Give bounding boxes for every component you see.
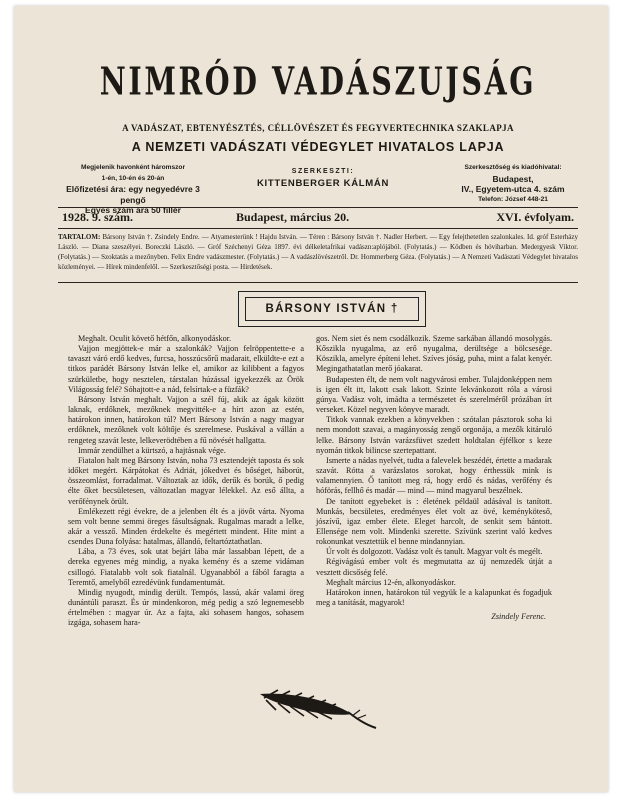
- article-title-frame: [238, 291, 426, 327]
- paragraph: Meghalt. Oculit követő hétfőn, alkonyodáskor.: [78, 334, 232, 343]
- paragraph: Ismerte a nádas nyelvét, tudta a falevelek beszédét, értette a madarak szavát. Rótta a varázslatos sorokat, hogy érthessük mink is valamennyien. Ő tanított meg rá, hogy erdő és nádas, verőfény és hóförás, fellhő és madár — mind — mind magyarul beszélnek.: [316, 455, 552, 496]
- feather-ornament-icon: [256, 688, 380, 732]
- issue-place-date: Budapest, március 20.: [236, 210, 350, 224]
- paragraph: Határokon innen, határokon túl vegyük le a kalapunkat és fogadjuk meg a tanítását, magyarok!: [316, 587, 552, 608]
- paragraph: Emlékezett régi évekre, de a jelenben élt és a jövőt várta. Nyoma sem volt benne semmi öreges fásultságnak. Rugalmas maradt a lelke, akár a vessző. Minden érdekelte és megértett mindent. Hite mint a csendes Duna folyása: hatalmas, állandó, feltartóztathatlan.: [68, 506, 304, 547]
- article-author: Zsindely Ferenc.: [491, 612, 546, 622]
- info-line: Egyes szám ára 50 fillér: [85, 205, 181, 215]
- paragraph: Vajjon megjöttek-e már a szalonkák? Vajjon felröppentette-e a tavaszt váró erdő kedves, furcsa, hosszúcsőrű madarait, elküldte-e ezt a titkos parádét Bársony István lelke el, amikor az kilibbent a fagyos szürkületbe, hogy nesztelen, társtalan húzással igyekezzék az Örök Világosság felé? Sóhajtott-e a nád, felsírtak-e a füzfák?: [68, 344, 304, 394]
- article-title: BÁRSONY ISTVÁN †: [245, 297, 419, 321]
- paragraph: Titkok vannak ezekben a könyvekben : szótalan pásztorok soha ki nem mondott szavai, a magányosság zengő orgonája, a mezők kitáruló lelke. Bársony István varázsfüvet szedett holdtalan éjfélkor s keze nyomán titkok bilincse szertepattant.: [316, 415, 552, 455]
- info-line: Budapest,: [492, 173, 534, 184]
- paragraph: Úr volt és dolgozott. Vadász volt és tanult. Magyar volt és megélt.: [326, 547, 543, 557]
- info-line: Előfizetési ára: egy negyedévre 3 pengő: [66, 184, 200, 205]
- article-column-left: [68, 334, 304, 629]
- divider: [58, 282, 578, 283]
- official-journal-line: A NEMZETI VADÁSZATI VÉDEGYLET HIVATALOS LAPJA: [131, 140, 505, 154]
- paragraph: Budapesten élt, de nem volt nagyvárosi ember. Tulajdonképpen nem is igen élt itt, lakott csak lakott. Szinte lekvánkozott róla a városi gúnya. Vadász volt, imádta a természetet és szerelméről prózában írt verseket. Közel negyven könyve maradt.: [316, 374, 552, 415]
- paragraph: Lába, a 73 éves, sok utat bejárt lába már lassabban lépett, de a dereka egyenes még mindig, a nyaka kemény és a szeme vidáman csillogó. Fiatalabb volt sok fiatalnál. Ugyanabból a fából faragta a Teremtő, amelyből ezredévünk fundamentumát.: [68, 547, 304, 587]
- divider: [58, 228, 578, 229]
- info-line: 1-én, 10-én és 20-án: [101, 174, 165, 182]
- paragraph: Fiatalon halt meg Bársony István, noha 73 esztendejét taposta és sok időket megért. Kárpátokat és Adriát, jókedvet és bőséget, háborút, összeomlást, forradalmat. Változtak az idők, derűk és borúk, ő pedig élte őket becsületesen, változatlan magyar lélekkel. Az eső állta, a verőfénynek örült.: [68, 455, 304, 506]
- issue-number: 1928. 9. szám.: [62, 210, 133, 224]
- office-info: [448, 163, 578, 205]
- contents-text: Bársony István †. Zsindely Endre. — Atyamesterünk ! Hajdu István. — Téren : Bársony István †. Nadler Herbert. — Egy felejthetetlen szalonkales. Id. gróf Esterházy László. — Diana szeszélyei. Boreczki László. — Gróf Széchenyi Géza 1897. évi délkeletafrikai vadászn:aplójából. (Folytatás.) — Ködben és hóviharban. Medergyesk Viktor. (Folytatás.) — Szoktatás a mezőnyben. Felix Endre vadászmester. (Folytatás.) — A vadászlövészetről. Dr. Hommerberg Géza. (Folytatás.) — A Nemzeti Vadászati Védegylet hivatalos közleményei. — Hírek mindenfelől. — Szerkesztőségi posta. — Hirdetések.: [58, 233, 578, 271]
- article-column-right: [316, 334, 552, 622]
- issue-row: [58, 210, 578, 226]
- paragraph: gos. Nem siet és nem csodálkozik. Szeme sarkában állandó mosolygás. Kőszikla nyugalma, az erő nyugalma, derültsége a bölcsesége. Köszikla, amelyre építeni lehet. Szíves jóság, puha, mint a falat kenyér. Megingathatatlan merő jóakarat.: [316, 334, 552, 374]
- table-of-contents: [58, 232, 578, 272]
- issue-volume: XVI. évfolyam.: [496, 210, 574, 224]
- masthead-subtitle: A VADÁSZAT, EBTENYÉSZTÉS, CÉLLÖVÉSZET ÉS FEGYVERTECHNIKA SZAKLAPJA: [122, 123, 514, 133]
- info-line: Telefon: József 448-21: [478, 195, 548, 203]
- paragraph: Bársony István meghalt. Vajjon a szél fúj, akik az ágak között laknak, erdőknek, mezőknek megvitték-e a hírt azon az estén, határokon innen, határokon túl? Mert Bársony István a nagy magyar erdőknek, mezőknek volt költője és szerelmese. Puskával a vállán a rengeteg szavát leste, lelkeverödtében a fű növését hallgatta.: [68, 394, 304, 445]
- editor-label: SZERKESZTI:: [291, 168, 355, 175]
- editor-info: [228, 166, 418, 190]
- paragraph: Immár zendülhet a kürtszó, a hajtásnak vége.: [78, 445, 226, 455]
- info-line: Szerkesztőség és kiadóhivatal:: [464, 164, 562, 171]
- newspaper-page: [14, 6, 608, 792]
- masthead-title: NIMRÓD VADÁSZUJSÁG: [99, 58, 537, 104]
- contents-label: TARTALOM:: [58, 233, 101, 241]
- info-line: Megjelenik havonként háromszor: [80, 164, 186, 171]
- editor-name: KITTENBERGER KÁLMÁN: [256, 178, 390, 189]
- info-line: IV., Egyetem-utca 4. szám: [461, 184, 565, 194]
- paragraph: Régivágású ember volt és megmutatta az új nemzedék útját a vesztett dicsőség felé.: [316, 557, 552, 577]
- divider: [58, 207, 578, 208]
- paragraph: Meghalt március 12-én, alkonyodáskor.: [326, 577, 456, 587]
- paragraph: Mindig nyugodt, mindig derült. Tempós, lassú, akár valami öreg dunántúli paraszt. És úr mindenkoron, még pedig a szó legnemesebb értelmében : magyar úr. Az a fajta, aki sohasem hangos, sohasem izgága, sohasem hara-: [68, 587, 304, 628]
- paragraph: De tanított egyebeket is : életének példaül adásával is tanított. Munkás, becsületes, eredményes élet volt az övé, keményköteső, jószívű, igaz ember élete. Eleget harcolt, de senkit sem bántott. Ellensége nem volt. Mindenki szerette. Szívünk szerint való kedves rokonunkat vesztettük el benne mindannyian.: [316, 496, 552, 547]
